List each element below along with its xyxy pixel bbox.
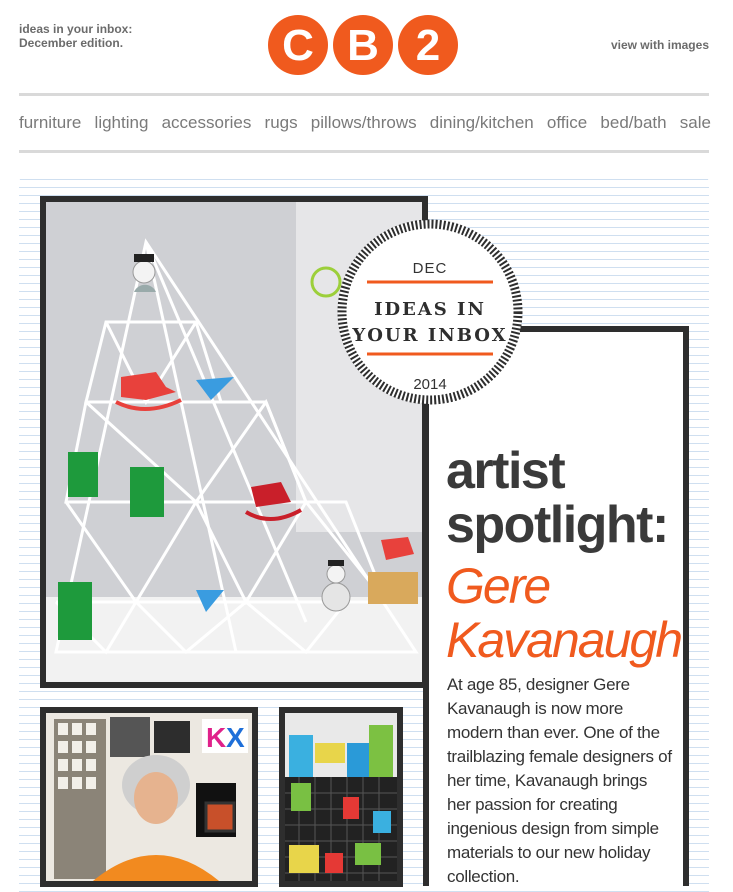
designer-portrait-photo[interactable] bbox=[40, 707, 258, 887]
badge-title-1: IDEAS IN bbox=[374, 299, 486, 320]
logo-letter-2: 2 bbox=[415, 21, 441, 70]
divider-top bbox=[19, 93, 709, 96]
cb2-logo[interactable] bbox=[268, 15, 458, 75]
nav-item-lighting[interactable]: lighting bbox=[94, 113, 149, 132]
artist-first-name: Gere bbox=[446, 558, 550, 614]
nav-item-bed-bath[interactable]: bed/bath bbox=[600, 113, 667, 132]
wooden-blocks-photo[interactable] bbox=[279, 707, 403, 887]
tagline-line-2: December edition. bbox=[19, 36, 124, 50]
ideas-badge bbox=[337, 219, 523, 405]
badge-title-2: YOUR INBOX bbox=[352, 325, 508, 346]
heading-spotlight: spotlight: bbox=[446, 496, 668, 554]
artist-last-name: Kavanaugh bbox=[446, 612, 682, 668]
nav-item-office[interactable]: office bbox=[546, 113, 588, 132]
tagline-line-1: ideas in your inbox: bbox=[19, 22, 133, 36]
nav-item-rugs[interactable]: rugs bbox=[264, 113, 298, 132]
heading-artist: artist bbox=[446, 442, 565, 500]
badge-month: DEC bbox=[412, 260, 448, 277]
logo-letter-c: C bbox=[282, 21, 314, 70]
badge-year: 2014 bbox=[413, 376, 447, 393]
nav-item-dining-kitchen[interactable]: dining/kitchen bbox=[429, 113, 534, 132]
divider-bottom bbox=[19, 150, 709, 153]
nav-item-sale[interactable]: sale bbox=[679, 113, 711, 132]
svg-text:X: X bbox=[226, 722, 245, 753]
nav-item-furniture[interactable]: furniture bbox=[19, 113, 82, 132]
header-tagline bbox=[19, 22, 132, 50]
portrait-illustration bbox=[46, 713, 252, 887]
svg-text:K: K bbox=[206, 722, 227, 753]
nav-item-accessories[interactable]: accessories bbox=[161, 113, 252, 132]
logo-letter-b: B bbox=[347, 21, 379, 70]
blocks-illustration bbox=[285, 713, 397, 887]
category-nav bbox=[19, 113, 711, 133]
view-with-images-link[interactable]: view with images bbox=[610, 38, 709, 52]
article-body: At age 85, designer Gere Kavanaugh is now more modern than ever. One of the trailblazing female designers of her time, Kavanaugh brings her passion for creating ingenious design from simple materials to our new holiday collection. bbox=[447, 675, 672, 886]
nav-item-pillows-throws[interactable]: pillows/throws bbox=[310, 113, 417, 132]
